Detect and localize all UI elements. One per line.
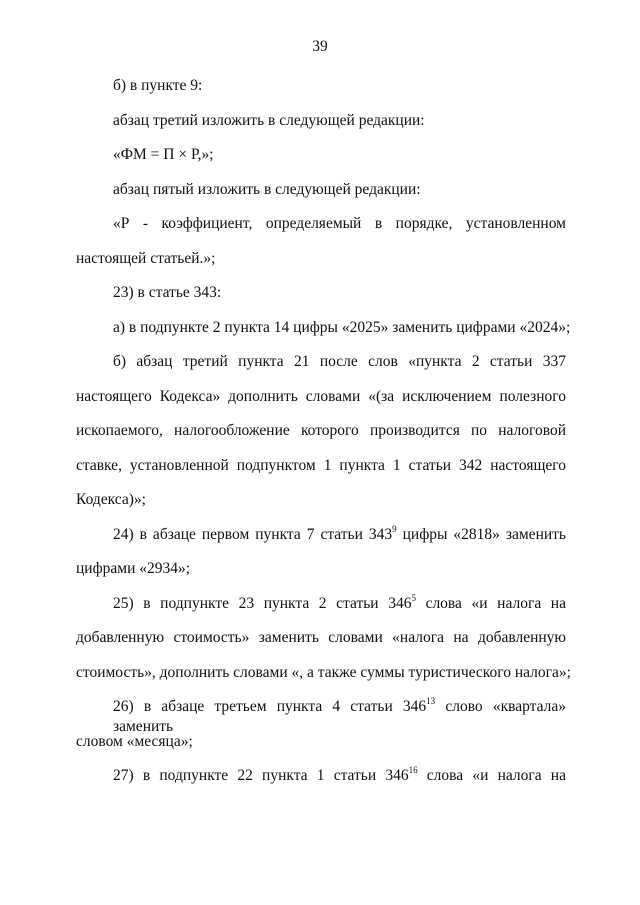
paragraph-line <box>113 594 566 614</box>
paragraph-line: настоящего Кодекса» дополнить словами «(за исключением полезного <box>76 388 566 405</box>
paragraph-line: б) в пункте 9: <box>113 77 203 94</box>
paragraph-line: словом «месяца»; <box>76 733 193 750</box>
superscript: 5 <box>411 593 416 603</box>
paragraph-line: 23) в статье 343: <box>113 284 222 301</box>
line-text: 25) в подпункте 23 пункта 2 статьи 346 <box>113 595 412 612</box>
line-text: цифры «2818» заменить <box>396 526 566 543</box>
paragraph-line: настоящей статьей.»; <box>76 250 216 267</box>
line-text: 27) в подпункте 22 пункта 1 статьи 346 <box>113 767 409 784</box>
paragraph-line: а) в подпункте 2 пункта 14 цифры «2025» заменить цифрами «2024»; <box>113 319 571 336</box>
paragraph-line <box>113 525 566 545</box>
formula-line: «ФМ = П × Р,»; <box>113 146 214 163</box>
paragraph-line: ископаемого, налогообложение которого производится по налоговой <box>76 422 566 439</box>
paragraph-line: добавленную стоимость» заменить словами «налога на добавленную <box>76 629 566 646</box>
page-number: 39 <box>312 38 328 55</box>
line-text: 24) в абзаце первом пункта 7 статьи 343 <box>113 526 393 543</box>
paragraph-line: абзац третий изложить в следующей редакции: <box>113 112 425 129</box>
superscript: 16 <box>408 765 418 775</box>
paragraph-line <box>113 766 566 786</box>
paragraph-line: «Р - коэффициент, определяемый в порядке, установленном <box>113 215 566 232</box>
line-text: слова «и налога на <box>415 595 566 612</box>
paragraph-line: ставке, установленной подпунктом 1 пункта 1 статьи 342 настоящего <box>76 457 566 474</box>
paragraph-line: Кодекса)»; <box>76 491 146 508</box>
paragraph-line: цифрами «2934»; <box>76 560 191 577</box>
superscript: 9 <box>392 524 397 534</box>
paragraph-line <box>113 697 566 737</box>
paragraph-line: стоимость», дополнить словами «, а также суммы туристического налога»; <box>76 664 571 681</box>
line-text: слово «квартала» заменить <box>113 698 566 735</box>
line-text: 26) в абзаце третьем пункта 4 статьи 346 <box>113 698 427 715</box>
paragraph-line: б) абзац третий пункта 21 после слов «пункта 2 статьи 337 <box>113 353 566 370</box>
paragraph-line: абзац пятый изложить в следующей редакции: <box>113 181 421 198</box>
superscript: 13 <box>426 696 436 706</box>
line-text: слова «и налога на <box>417 767 566 784</box>
